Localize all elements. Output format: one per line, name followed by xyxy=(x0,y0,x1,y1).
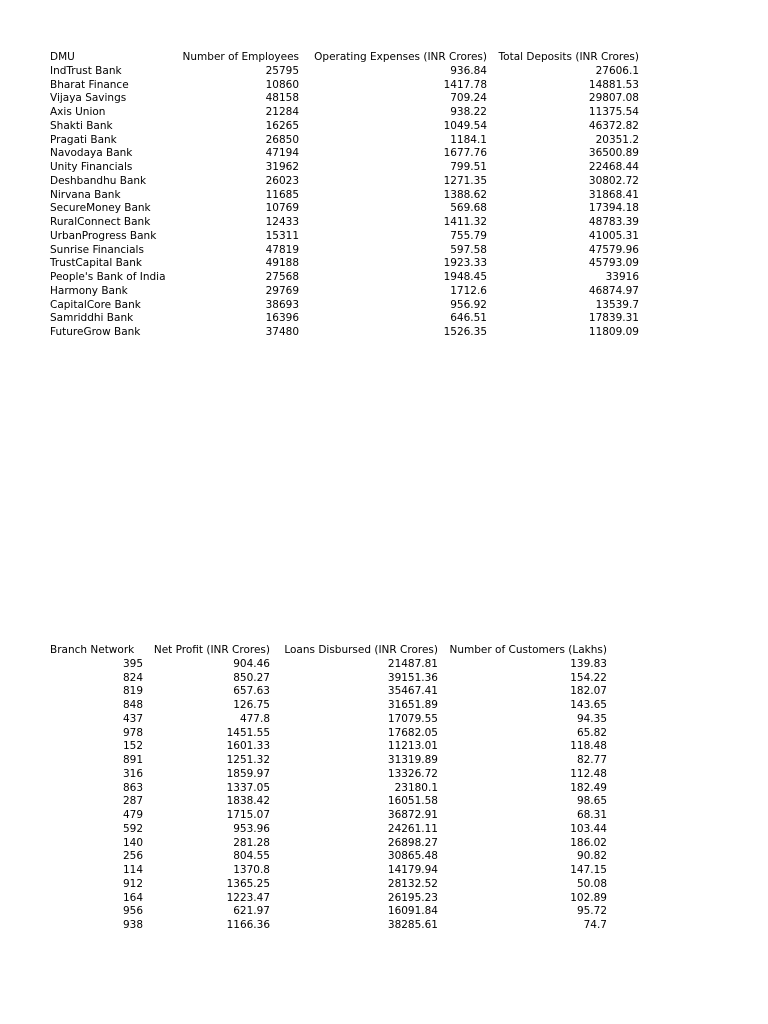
cell-dmu: SecureMoney Bank xyxy=(50,202,151,215)
cell-dmu: People's Bank of India xyxy=(50,271,166,283)
cell-total-deposits: 11375.54 xyxy=(588,106,639,118)
column-header-employees: Number of Employees xyxy=(182,51,299,63)
cell-branch-network: 164 xyxy=(122,891,143,904)
cell-net-profit: 904.46 xyxy=(233,657,270,670)
cell-dmu: Harmony Bank xyxy=(50,284,128,297)
cell-operating-expenses: 569.68 xyxy=(450,202,487,215)
table-row xyxy=(50,768,607,782)
cell-loans-disbursed: 21487.81 xyxy=(387,657,438,670)
cell-operating-expenses: 799.51 xyxy=(450,161,487,173)
cell-loans-disbursed: 39151.36 xyxy=(387,671,438,684)
cell-branch-network: 437 xyxy=(122,712,143,725)
table-row xyxy=(50,147,639,161)
cell-dmu: Unity Financials xyxy=(50,161,133,173)
cell-branch-network: 152 xyxy=(122,740,143,753)
cell-branch-network: 256 xyxy=(122,850,143,863)
table-row xyxy=(50,850,607,864)
cell-net-profit: 1859.97 xyxy=(226,767,270,780)
cell-employees: 27568 xyxy=(265,271,299,283)
table-row xyxy=(50,699,607,713)
cell-total-deposits: 30802.72 xyxy=(588,174,639,187)
cell-net-profit: 1365.25 xyxy=(226,877,270,890)
cell-operating-expenses: 1923.33 xyxy=(443,257,487,270)
cell-customers: 98.65 xyxy=(576,795,607,808)
cell-loans-disbursed: 11213.01 xyxy=(387,740,438,753)
cell-employees: 16396 xyxy=(265,312,299,325)
cell-operating-expenses: 709.24 xyxy=(450,92,487,105)
cell-total-deposits: 14881.53 xyxy=(588,78,639,91)
cell-employees: 15311 xyxy=(265,229,299,242)
table-row xyxy=(50,244,639,258)
cell-branch-network: 140 xyxy=(122,836,143,849)
cell-employees: 26023 xyxy=(265,174,299,187)
cell-net-profit: 1223.47 xyxy=(226,891,270,904)
cell-customers: 143.65 xyxy=(570,699,607,711)
cell-operating-expenses: 956.92 xyxy=(450,298,487,311)
table-row xyxy=(50,727,607,741)
cell-customers: 94.35 xyxy=(576,712,607,725)
cell-operating-expenses: 1677.76 xyxy=(443,147,487,160)
column-header-branch-network: Branch Network xyxy=(50,644,135,656)
table-row xyxy=(50,672,607,686)
cell-dmu: IndTrust Bank xyxy=(50,64,122,77)
table-row xyxy=(50,134,639,148)
cell-net-profit: 621.97 xyxy=(233,905,270,918)
cell-loans-disbursed: 23180.1 xyxy=(394,781,438,794)
table-row xyxy=(50,809,607,823)
cell-employees: 11685 xyxy=(265,188,299,201)
cell-total-deposits: 36500.89 xyxy=(588,147,639,160)
column-header-operating-expenses: Operating Expenses (INR Crores) xyxy=(314,51,487,63)
cell-employees: 47819 xyxy=(265,243,299,256)
table-row xyxy=(50,120,639,134)
cell-branch-network: 956 xyxy=(122,905,143,918)
cell-operating-expenses: 938.22 xyxy=(450,106,487,118)
cell-net-profit: 126.75 xyxy=(233,699,270,711)
cell-customers: 68.31 xyxy=(576,809,607,821)
cell-operating-expenses: 1388.62 xyxy=(443,188,487,201)
table-row xyxy=(50,919,607,933)
cell-net-profit: 1715.07 xyxy=(226,809,270,821)
cell-customers: 112.48 xyxy=(570,767,607,780)
cell-customers: 90.82 xyxy=(576,850,607,863)
cell-dmu: Sunrise Financials xyxy=(50,243,144,256)
cell-total-deposits: 17839.31 xyxy=(588,312,639,325)
cell-operating-expenses: 1049.54 xyxy=(443,119,487,132)
cell-total-deposits: 46372.82 xyxy=(588,119,639,132)
cell-branch-network: 912 xyxy=(122,877,143,890)
cell-loans-disbursed: 17079.55 xyxy=(387,712,438,725)
cell-employees: 29769 xyxy=(265,284,299,297)
table-row xyxy=(50,795,607,809)
cell-branch-network: 395 xyxy=(122,657,143,670)
cell-net-profit: 657.63 xyxy=(233,685,270,698)
cell-total-deposits: 29807.08 xyxy=(588,92,639,105)
cell-total-deposits: 46874.97 xyxy=(588,284,639,297)
table-row xyxy=(50,216,639,230)
table1-body xyxy=(50,65,639,340)
cell-dmu: Shakti Bank xyxy=(50,119,113,132)
cell-total-deposits: 11809.09 xyxy=(588,326,639,338)
cell-employees: 37480 xyxy=(265,326,299,338)
cell-net-profit: 1166.36 xyxy=(226,919,270,931)
table-row xyxy=(50,175,639,189)
column-header-total-deposits: Total Deposits (INR Crores) xyxy=(498,51,639,63)
table-row xyxy=(50,658,607,672)
table-row xyxy=(50,189,639,203)
cell-employees: 31962 xyxy=(265,161,299,173)
cell-loans-disbursed: 13326.72 xyxy=(387,767,438,780)
table-row xyxy=(50,905,607,919)
table-row xyxy=(50,326,639,340)
cell-customers: 65.82 xyxy=(576,726,607,739)
cell-customers: 147.15 xyxy=(570,864,607,876)
cell-loans-disbursed: 35467.41 xyxy=(387,685,438,698)
cell-customers: 154.22 xyxy=(570,671,607,684)
cell-net-profit: 1451.55 xyxy=(226,726,270,739)
cell-dmu: RuralConnect Bank xyxy=(50,216,151,228)
table2-body xyxy=(50,658,607,933)
table-header-row xyxy=(50,51,639,65)
cell-total-deposits: 48783.39 xyxy=(588,216,639,228)
cell-branch-network: 287 xyxy=(122,795,143,808)
cell-branch-network: 978 xyxy=(122,726,143,739)
table-row xyxy=(50,312,639,326)
cell-dmu: CapitalCore Bank xyxy=(50,298,141,311)
table-row xyxy=(50,878,607,892)
column-header-loans-disbursed: Loans Disbursed (INR Crores) xyxy=(284,644,438,656)
cell-customers: 182.07 xyxy=(570,685,607,698)
cell-customers: 74.7 xyxy=(583,919,607,931)
cell-customers: 95.72 xyxy=(576,905,607,918)
table-row xyxy=(50,864,607,878)
cell-total-deposits: 13539.7 xyxy=(595,298,639,311)
cell-customers: 139.83 xyxy=(570,657,607,670)
table-row xyxy=(50,754,607,768)
cell-operating-expenses: 936.84 xyxy=(450,64,487,77)
cell-customers: 82.77 xyxy=(576,754,607,766)
column-header-customers: Number of Customers (Lakhs) xyxy=(449,644,607,656)
table-row xyxy=(50,79,639,93)
cell-customers: 103.44 xyxy=(570,822,607,835)
table-row xyxy=(50,285,639,299)
table-row xyxy=(50,782,607,796)
cell-dmu: Bharat Finance xyxy=(50,78,129,91)
cell-dmu: Deshbandhu Bank xyxy=(50,174,147,187)
table-row xyxy=(50,161,639,175)
column-header-dmu: DMU xyxy=(50,51,75,63)
cell-loans-disbursed: 24261.11 xyxy=(387,822,438,835)
cell-dmu: Vijaya Savings xyxy=(50,92,127,105)
cell-loans-disbursed: 31319.89 xyxy=(387,754,438,766)
cell-net-profit: 1370.8 xyxy=(233,864,270,876)
cell-operating-expenses: 1184.1 xyxy=(450,133,487,146)
cell-net-profit: 804.55 xyxy=(233,850,270,863)
table-row xyxy=(50,740,607,754)
cell-employees: 26850 xyxy=(265,133,299,146)
cell-employees: 48158 xyxy=(265,92,299,105)
cell-customers: 182.49 xyxy=(570,781,607,794)
table-row xyxy=(50,299,639,313)
table-row xyxy=(50,65,639,79)
cell-customers: 102.89 xyxy=(570,891,607,904)
bank-inputs-table xyxy=(50,51,639,340)
cell-operating-expenses: 1411.32 xyxy=(443,216,487,228)
cell-branch-network: 863 xyxy=(122,781,143,794)
cell-dmu: Samriddhi Bank xyxy=(50,312,134,325)
cell-dmu: Navodaya Bank xyxy=(50,147,133,160)
cell-loans-disbursed: 14179.94 xyxy=(387,864,438,876)
table-row xyxy=(50,837,607,851)
cell-loans-disbursed: 36872.91 xyxy=(387,809,438,821)
cell-operating-expenses: 1526.35 xyxy=(443,326,487,338)
cell-operating-expenses: 755.79 xyxy=(450,229,487,242)
cell-branch-network: 848 xyxy=(122,699,143,711)
cell-operating-expenses: 646.51 xyxy=(450,312,487,325)
cell-net-profit: 477.8 xyxy=(239,712,270,725)
cell-dmu: UrbanProgress Bank xyxy=(50,229,157,242)
table-row xyxy=(50,892,607,906)
cell-loans-disbursed: 31651.89 xyxy=(387,699,438,711)
cell-employees: 16265 xyxy=(265,119,299,132)
column-header-net-profit: Net Profit (INR Crores) xyxy=(153,644,270,656)
cell-loans-disbursed: 38285.61 xyxy=(387,919,438,931)
cell-total-deposits: 41005.31 xyxy=(588,229,639,242)
table-row xyxy=(50,202,639,216)
table-row xyxy=(50,271,639,285)
cell-total-deposits: 22468.44 xyxy=(588,161,639,173)
table-row xyxy=(50,106,639,120)
cell-employees: 10860 xyxy=(265,78,299,91)
cell-total-deposits: 27606.1 xyxy=(595,64,639,77)
cell-operating-expenses: 1948.45 xyxy=(443,271,487,283)
cell-net-profit: 281.28 xyxy=(233,836,270,849)
table-row xyxy=(50,713,607,727)
cell-dmu: Pragati Bank xyxy=(50,133,117,146)
table-row xyxy=(50,257,639,271)
cell-employees: 47194 xyxy=(265,147,299,160)
cell-dmu: TrustCapital Bank xyxy=(50,257,142,270)
cell-total-deposits: 17394.18 xyxy=(588,202,639,215)
cell-employees: 38693 xyxy=(265,298,299,311)
cell-total-deposits: 31868.41 xyxy=(588,188,639,201)
cell-net-profit: 1838.42 xyxy=(226,795,270,808)
cell-loans-disbursed: 26195.23 xyxy=(387,891,438,904)
cell-operating-expenses: 597.58 xyxy=(450,243,487,256)
cell-total-deposits: 33916 xyxy=(605,271,639,283)
table-row xyxy=(50,823,607,837)
cell-loans-disbursed: 16091.84 xyxy=(387,905,438,918)
cell-branch-network: 819 xyxy=(122,685,143,698)
cell-loans-disbursed: 16051.58 xyxy=(387,795,438,808)
cell-net-profit: 1601.33 xyxy=(226,740,270,753)
cell-dmu: FutureGrow Bank xyxy=(50,326,141,338)
cell-branch-network: 938 xyxy=(122,919,143,931)
cell-employees: 49188 xyxy=(265,257,299,270)
cell-dmu: Axis Union xyxy=(50,106,106,118)
cell-loans-disbursed: 26898.27 xyxy=(387,836,438,849)
cell-customers: 118.48 xyxy=(570,740,607,753)
cell-total-deposits: 20351.2 xyxy=(595,133,639,146)
cell-loans-disbursed: 28132.52 xyxy=(387,877,438,890)
cell-net-profit: 1251.32 xyxy=(226,754,270,766)
cell-loans-disbursed: 17682.05 xyxy=(387,726,438,739)
cell-employees: 12433 xyxy=(265,216,299,228)
cell-branch-network: 824 xyxy=(122,671,143,684)
cell-loans-disbursed: 30865.48 xyxy=(387,850,438,863)
cell-branch-network: 479 xyxy=(122,809,143,821)
cell-net-profit: 850.27 xyxy=(233,671,270,684)
cell-net-profit: 1337.05 xyxy=(226,781,270,794)
cell-total-deposits: 45793.09 xyxy=(588,257,639,270)
cell-branch-network: 316 xyxy=(122,767,143,780)
cell-branch-network: 891 xyxy=(122,754,143,766)
cell-customers: 186.02 xyxy=(570,836,607,849)
table-row xyxy=(50,230,639,244)
table-header-row xyxy=(50,644,607,658)
cell-employees: 25795 xyxy=(265,64,299,77)
cell-operating-expenses: 1271.35 xyxy=(443,174,487,187)
cell-customers: 50.08 xyxy=(576,877,607,890)
bank-outputs-table xyxy=(50,644,607,933)
cell-branch-network: 592 xyxy=(122,822,143,835)
cell-net-profit: 953.96 xyxy=(233,822,270,835)
cell-total-deposits: 47579.96 xyxy=(588,243,639,256)
cell-dmu: Nirvana Bank xyxy=(50,188,121,201)
cell-operating-expenses: 1712.6 xyxy=(450,284,487,297)
cell-operating-expenses: 1417.78 xyxy=(443,78,487,91)
table-row xyxy=(50,685,607,699)
table-row xyxy=(50,92,639,106)
cell-employees: 21284 xyxy=(265,106,299,118)
cell-employees: 10769 xyxy=(265,202,299,215)
cell-branch-network: 114 xyxy=(122,864,143,876)
